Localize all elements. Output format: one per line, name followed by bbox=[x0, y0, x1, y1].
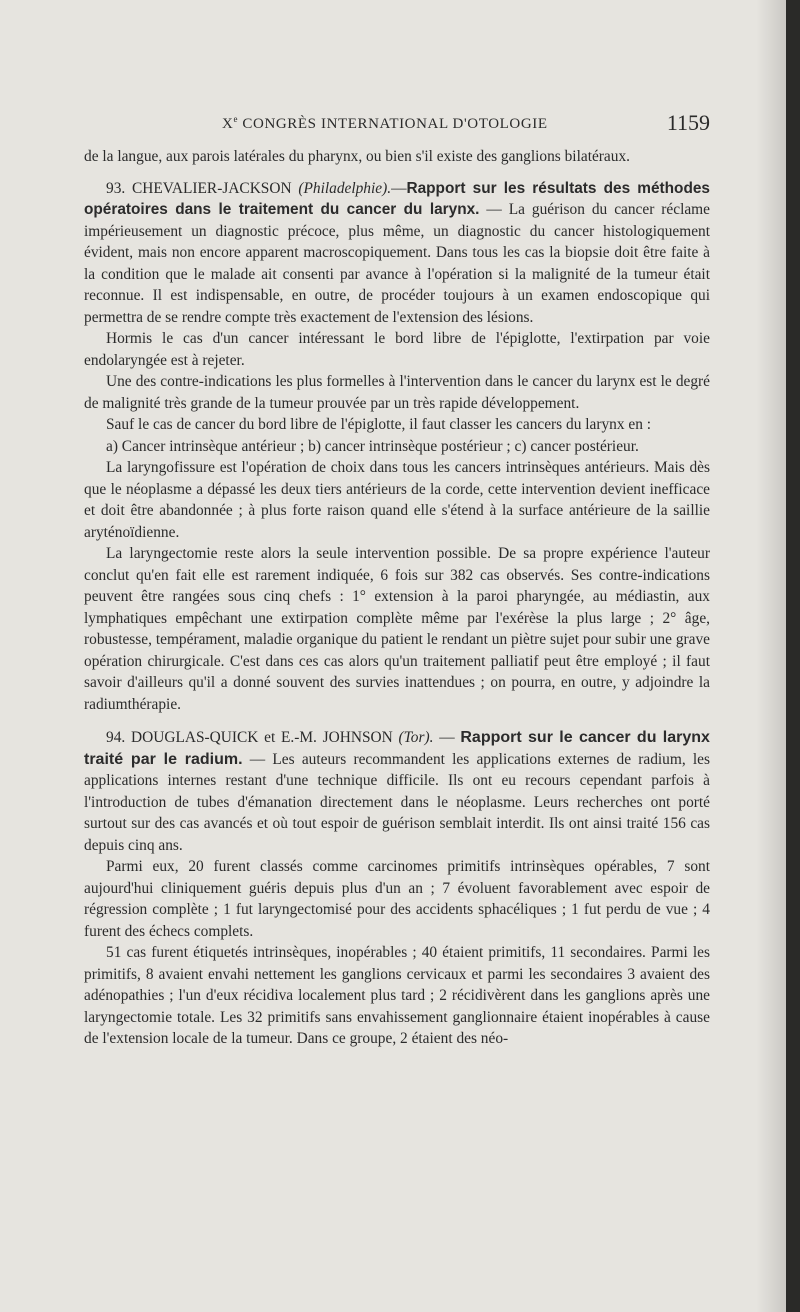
running-title-text: CONGRÈS INTERNATIONAL D'OTOLOGIE bbox=[242, 116, 548, 132]
abstract-authors: CHEVALIER-JACKSON bbox=[131, 179, 292, 197]
abstract-number: 93. bbox=[106, 179, 126, 197]
paragraph: Une des contre-indications les plus formelles à l'intervention dans le cancer du larynx est le degré de malignité très grande de la tumeur prouvée par un très rapide développement. bbox=[84, 373, 710, 412]
paragraph: Parmi eux, 20 furent classés comme carcinomes primitifs intrinsèques opérables, 7 sont aujourd'hui cliniquement guéris depuis plus d'un an ; 7 évoluent favorablement avec espoir de régression complète ; 1 fut laryngectomisé pour des accidents sphacéliques ; 1 fut perdu de vue ; 4 furent des échecs complets. bbox=[84, 858, 710, 940]
page-number: 1159 bbox=[666, 110, 710, 135]
abstract-number: 94. bbox=[106, 729, 126, 746]
abstract-text: — La guérison du cancer réclame impérieusement un diagnostic précoce, plus même, un diagnostic du cancer histologiquement évident, mais non encore apparent macroscopiquement. Dans tous les cas la biopsie doit être faite à la condition que le malade ait consenti par avance à l'opération si la malignité de la tumeur était reconnue. Il est indispensable, en outre, de procéder toujours à un examen endoscopique qui permettra de se rendre compte très exactement de l'extension des lésions. bbox=[84, 201, 710, 326]
abstract-94 bbox=[84, 727, 710, 856]
paragraph-options: a) Cancer intrinsèque antérieur ; b) cancer intrinsèque postérieur ; c) cancer postérieur. bbox=[106, 437, 639, 455]
congress-ordinal-sup: e bbox=[233, 114, 239, 124]
abstract-dash: — bbox=[391, 179, 407, 197]
paragraph: de la langue, aux parois latérales du pharynx, ou bien s'il existe des ganglions bilatéraux. bbox=[84, 148, 630, 165]
abstract-text: — Les auteurs recommandent les applications externes de radium, les applications internes restant d'une technique difficile. Ils ont eu recours cependant parfois à l'introduction de tubes d'émanation directement dans le néoplasme. Leurs recherches ont porté surtout sur des cas avancés et où tout espoir de guérison semblait interdit. Ils ont ainsi traité 156 cas depuis cinq ans. bbox=[84, 750, 710, 854]
abstract-authors: DOUGLAS-QUICK et E.-M. JOHNSON bbox=[131, 729, 393, 746]
congress-ordinal: X bbox=[222, 116, 234, 132]
abstract-93 bbox=[84, 178, 710, 329]
paragraph: 51 cas furent étiquetés intrinsèques, inopérables ; 40 étaient primitifs, 11 secondaires. Parmi les primitifs, 8 avaient envahi nettement les ganglions cervicaux et parmi les secondaires 3 avaient des adénopathies ; l'un d'eux récidiva localement plus tard ; 2 récidivèrent dans les ganglions après une laryngectomie totale. Les 32 primitifs sans envahissement ganglionnaire étaient inopérables à cause de l'extension locale de la tumeur. Dans ce groupe, 2 étaient des néo- bbox=[84, 944, 710, 1047]
abstract-dash: — bbox=[439, 729, 455, 746]
paragraph: La laryngofissure est l'opération de choix dans tous les cancers intrinsèques antérieurs. Mais dès que le néoplasme a dépassé les deux tiers antérieurs de la corde, cette intervention devient inefficace et doit être abandonnée ; à plus forte raison quand elle s'étend à la surface antérieure de la saillie aryténoïdienne. bbox=[84, 459, 710, 541]
abstract-title: Rapport sur les résultats des méthodes opératoires dans le traitement du cancer du larynx. bbox=[84, 179, 710, 218]
page-header bbox=[84, 110, 710, 142]
abstract-title: Rapport sur le cancer du larynx traité par le radium. bbox=[84, 729, 710, 768]
running-title bbox=[222, 114, 548, 133]
body-text bbox=[84, 146, 710, 1050]
abstract-city: (Philadelphie). bbox=[298, 179, 392, 197]
paragraph: Hormis le cas d'un cancer intéressant le bord libre de l'épiglotte, l'extirpation par voie endolaryngée est à rejeter. bbox=[84, 330, 710, 369]
abstract-city: (Tor). bbox=[398, 729, 434, 746]
paragraph: La laryngectomie reste alors la seule intervention possible. De sa propre expérience l'auteur conclut qu'en fait elle est rarement indiquée, 6 fois sur 382 cas observés. Ses contre-indications peuvent être rangées sous cinq chefs : 1° extension à la paroi pharyngée, au médiastin, aux lymphatiques empêchant une extirpation complète même par l'exérèse la plus large ; 2° âge, robustesse, tempérament, maladie organique du patient le rendant un piètre sujet pour subir une grave opération chirurgicale. C'est dans ces cas alors qu'un traitement palliatif peut être employé ; il faut savoir d'ailleurs qu'il a donné souvent des survies inattendues ; on pourra, en outre, y adjoindre la radiumthérapie. bbox=[84, 545, 710, 713]
paragraph: Sauf le cas de cancer du bord libre de l'épiglotte, il faut classer les cancers du larynx en : bbox=[106, 416, 652, 433]
